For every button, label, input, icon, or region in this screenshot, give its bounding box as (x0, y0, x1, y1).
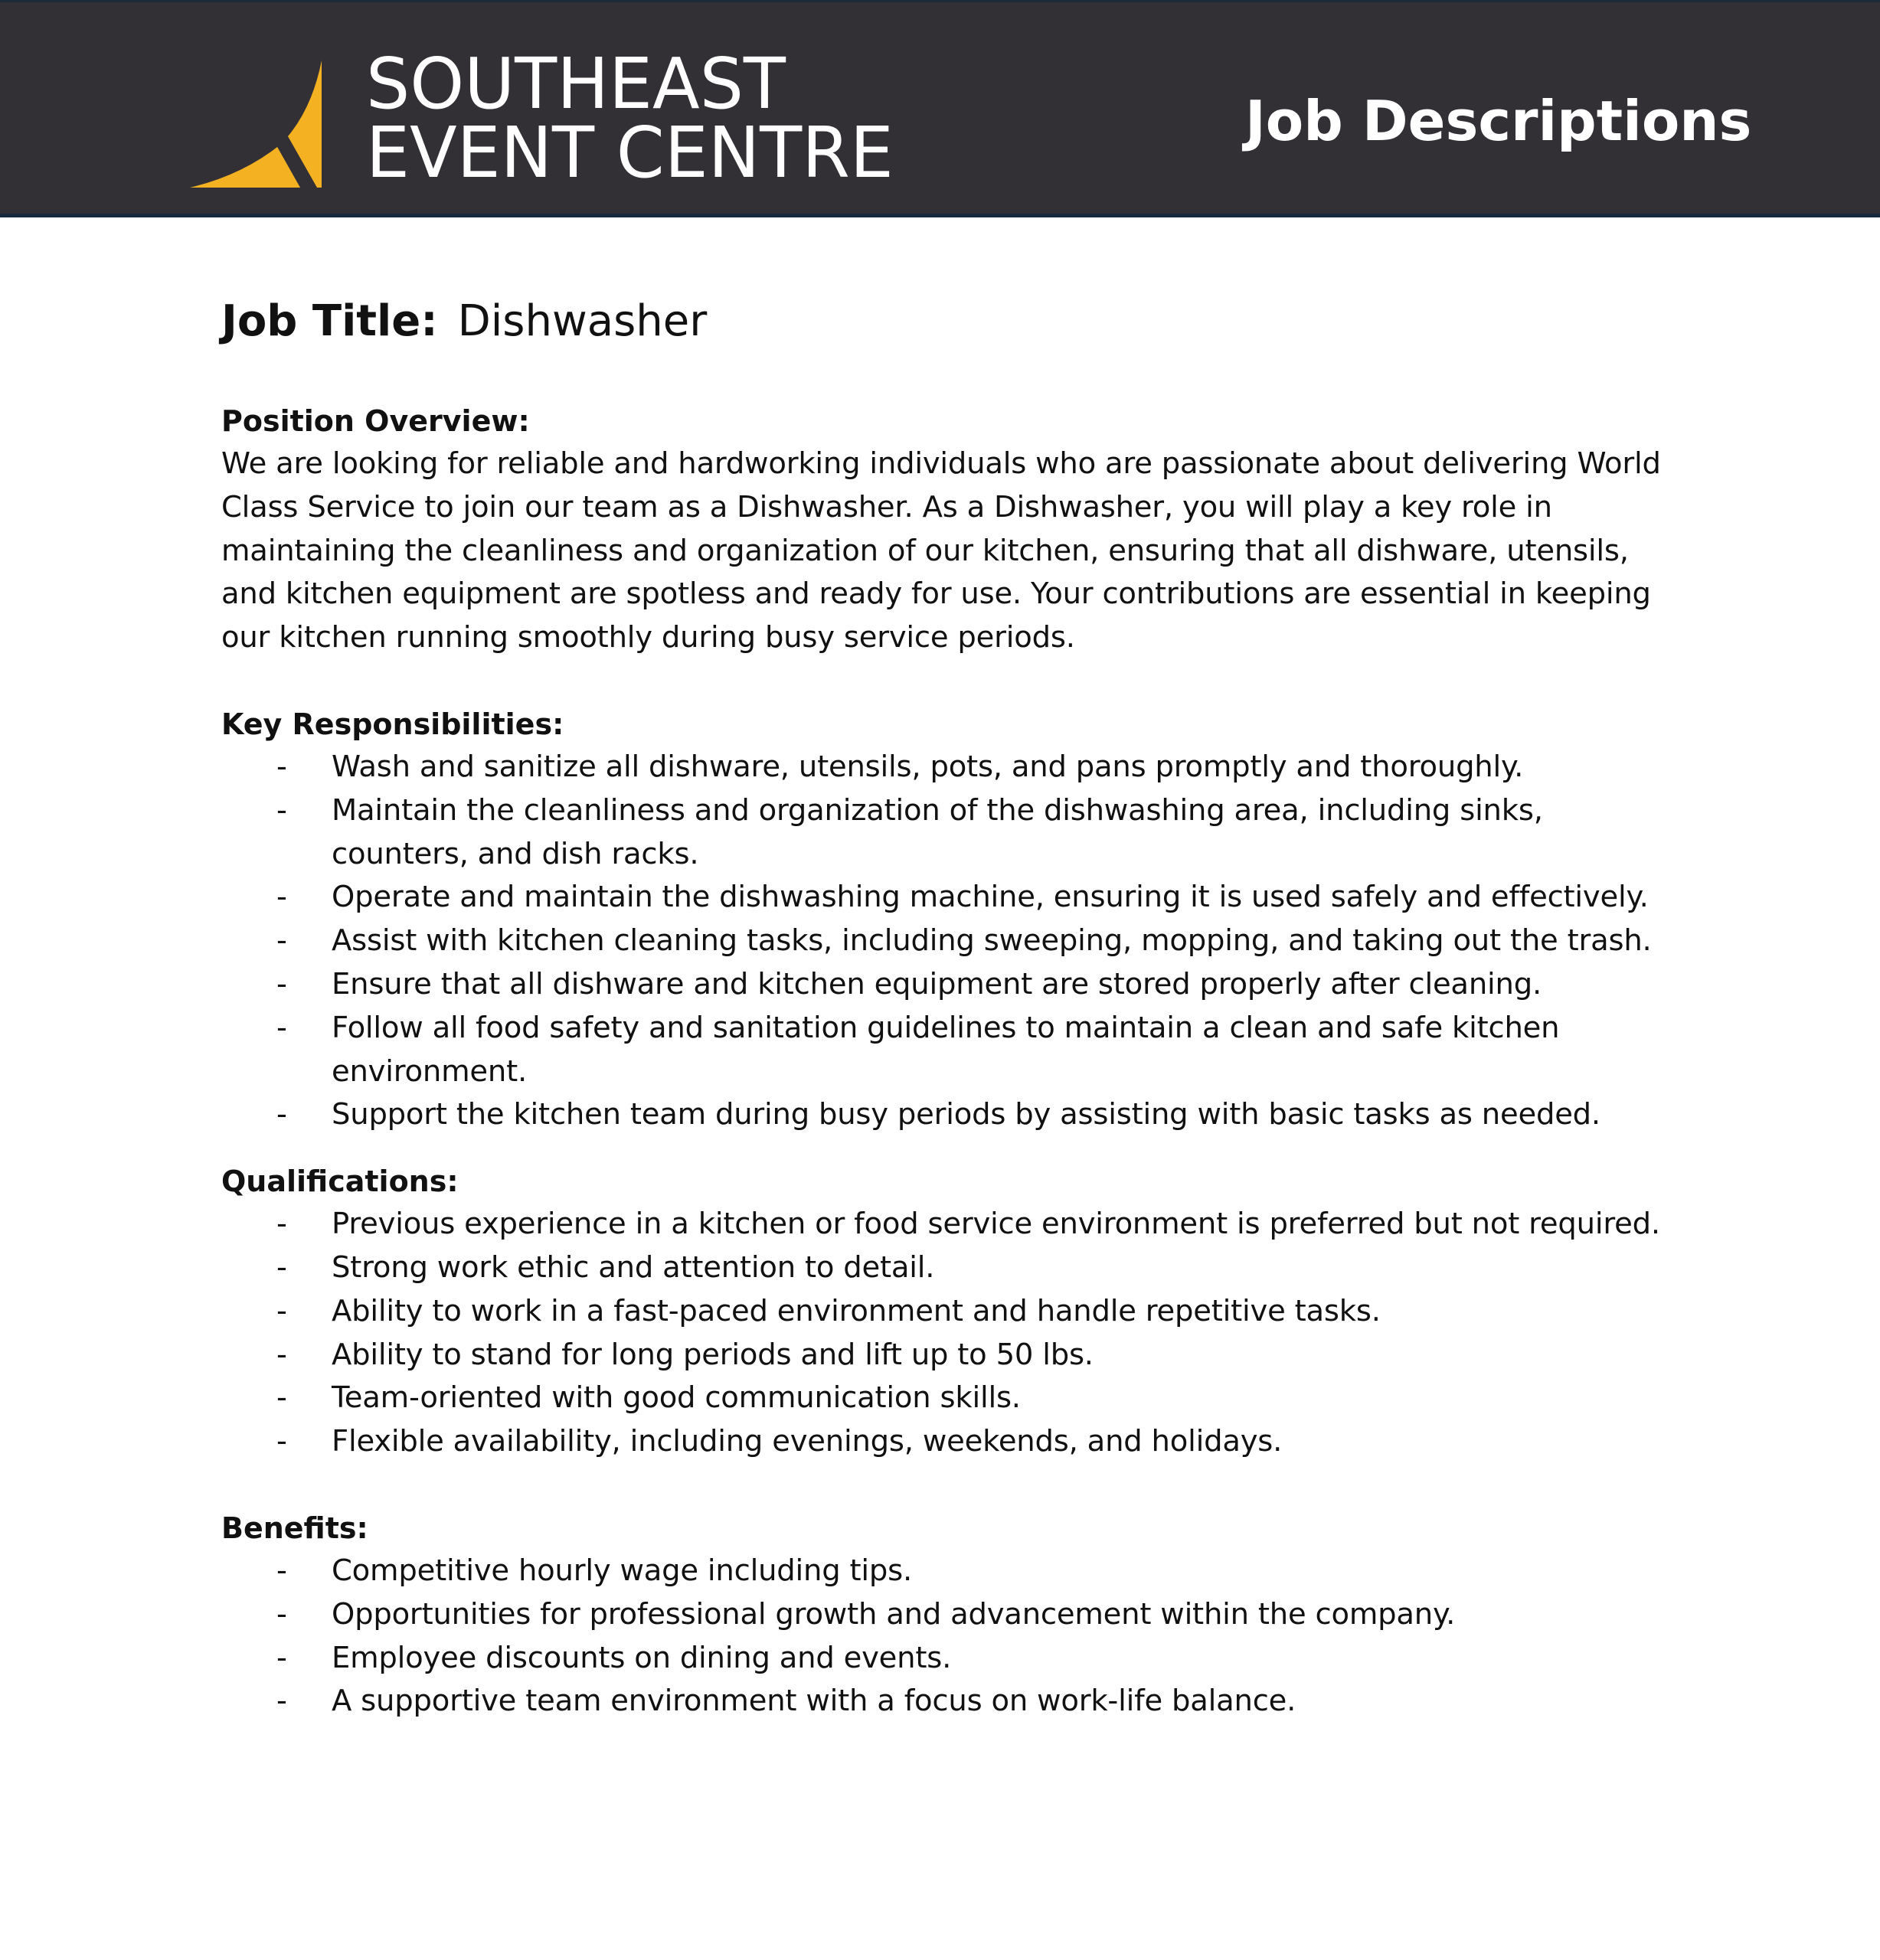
list-item: - Support the kitchen team during busy periods by assisting with basic tasks as needed. (221, 1093, 1679, 1137)
list-item: - Opportunities for professional growth and advancement within the company. (221, 1593, 1679, 1637)
benefits-section (221, 1507, 1676, 1723)
job-title-value: Dishwasher (457, 296, 708, 346)
dash-bullet: - (276, 1097, 287, 1132)
list-item: - Operate and maintain the dishwashing machine, ensuring it is used safely and effectively. (221, 876, 1679, 920)
position-overview-text: We are looking for reliable and hardworking individuals who are passionate about delivering World Class Service to join our team as a Dishwasher. As a Dishwasher, you will play a key role in maintaining the cleanliness and organization of our kitchen, ensuring that all dishware, utensils, and kitchen equipment are spotless and ready for use. Your contributions are essential in keeping our kitchen running smoothly during busy service periods. (221, 446, 1661, 655)
dash-bullet: - (276, 880, 287, 915)
list-item: - Team-oriented with good communication skills. (221, 1377, 1679, 1420)
benefits-list (221, 1550, 1676, 1723)
dash-bullet: - (276, 1337, 287, 1372)
dash-bullet: - (276, 1424, 287, 1459)
dash-bullet: - (276, 1553, 287, 1588)
dash-bullet: - (276, 1010, 287, 1045)
dash-bullet: - (276, 792, 287, 828)
list-item: - Assist with kitchen cleaning tasks, including sweeping, mopping, and taking out the trash. (221, 920, 1679, 963)
list-item: - Previous experience in a kitchen or food service environment is preferred but not required. (221, 1203, 1679, 1246)
job-title-label: Job Title: (221, 296, 438, 346)
dash-bullet: - (276, 749, 287, 784)
dash-bullet: - (276, 966, 287, 1001)
list-item: - Ability to stand for long periods and lift up to 50 lbs. (221, 1334, 1679, 1377)
brand-line-2: EVENT CENTRE (366, 112, 894, 194)
list-item: - Employee discounts on dining and events. (221, 1637, 1679, 1681)
list-item: - Wash and sanitize all dishware, utensils, pots, and pans promptly and thoroughly. (221, 746, 1679, 789)
dash-bullet: - (276, 1250, 287, 1285)
dash-bullet: - (276, 1380, 287, 1416)
list-item: - Competitive hourly wage including tips. (221, 1550, 1679, 1593)
job-title (221, 291, 1676, 352)
list-item: - Follow all food safety and sanitation guidelines to maintain a clean and safe kitchen environment. (221, 1007, 1679, 1094)
responsibilities-section (221, 703, 1676, 1137)
brand-line-1: SOUTHEAST (366, 43, 786, 125)
dash-bullet: - (276, 1596, 287, 1632)
position-overview-section (221, 400, 1676, 660)
dash-bullet: - (276, 923, 287, 959)
qualifications-heading: Qualifications: (221, 1165, 459, 1199)
benefits-heading: Benefits: (221, 1511, 368, 1545)
sail-triangle-logo-icon (188, 60, 323, 188)
list-item: - Ability to work in a fast-paced environment and handle repetitive tasks. (221, 1290, 1679, 1334)
list-item: - A supportive team environment with a focus on work-life balance. (221, 1680, 1679, 1723)
page-header (0, 0, 1880, 217)
position-overview-heading: Position Overview: (221, 404, 530, 438)
responsibilities-list (221, 746, 1676, 1137)
dash-bullet: - (276, 1684, 287, 1719)
list-item: - Ensure that all dishware and kitchen equipment are stored properly after cleaning. (221, 963, 1679, 1007)
list-item: - Strong work ethic and attention to detail. (221, 1246, 1679, 1290)
qualifications-list (221, 1203, 1676, 1464)
dash-bullet: - (276, 1293, 287, 1328)
responsibilities-heading: Key Responsibilities: (221, 707, 564, 741)
brand-wordmark (366, 43, 904, 194)
dash-bullet: - (276, 1207, 287, 1242)
qualifications-section (221, 1160, 1676, 1464)
dash-bullet: - (276, 1640, 287, 1675)
list-item: - Flexible availability, including evenings, weekends, and holidays. (221, 1420, 1679, 1464)
list-item: - Maintain the cleanliness and organization of the dishwashing area, including sinks, counters, and dish racks. (221, 789, 1679, 877)
header-title: Job Descriptions (1245, 89, 1752, 153)
job-description-document (221, 291, 1676, 1723)
